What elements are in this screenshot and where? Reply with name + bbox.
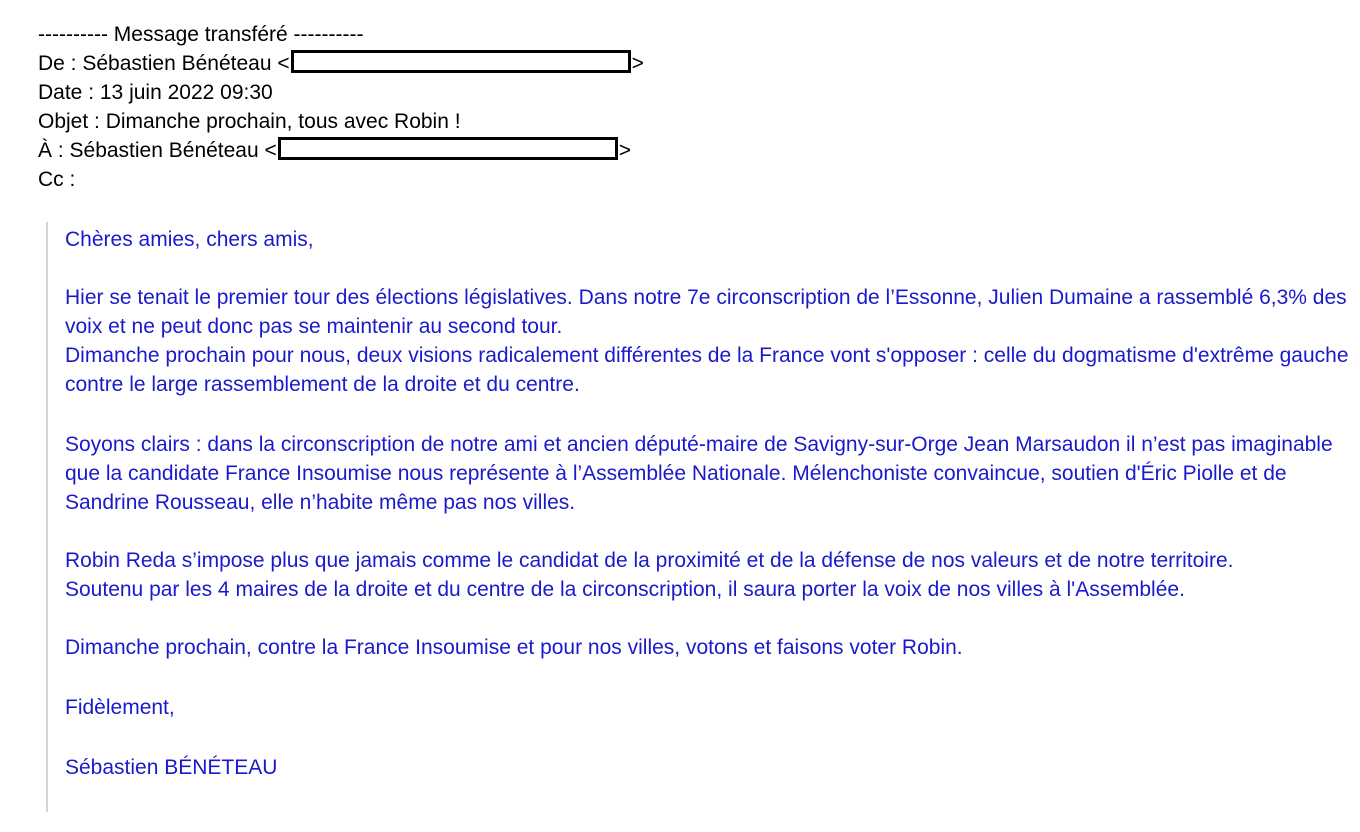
paragraph-4: Robin Reda s’impose plus que jamais comme le candidat de la proximité et de la défense de nos valeurs et de notre territoire. bbox=[65, 549, 1234, 572]
paragraph-1-2 bbox=[65, 283, 1355, 399]
paragraph-3: Soyons clairs : dans la circonscription de notre ami et ancien député-maire de Savigny-sur-Orge Jean Marsaudon il n’est pas imaginable que la candidate France Insoumise nous représente à l’Assemblée Nationale. Mélenchoniste convaincue, soutien d'Éric Piolle et de Sandrine Rousseau, elle n’habite même pas nos villes. bbox=[65, 433, 1333, 514]
greeting: Chères amies, chers amis, bbox=[65, 228, 314, 251]
subject-value: Dimanche prochain, tous avec Robin ! bbox=[105, 110, 461, 133]
from-label: De : bbox=[38, 52, 83, 75]
date-label: Date : bbox=[38, 81, 100, 104]
paragraph-5: Soutenu par les 4 maires de la droite et du centre de la circonscription, il saura porter la voix de nos villes à l'Assemblée. bbox=[65, 578, 1185, 601]
from-lt: < bbox=[277, 52, 290, 75]
redacted-to-email bbox=[278, 137, 618, 160]
paragraph-4-5 bbox=[65, 546, 1355, 604]
paragraph-1: Hier se tenait le premier tour des élections législatives. Dans notre 7e circonscription de l’Essonne, Julien Dumaine a rassemblé 6,3% des voix et ne peut donc pas se maintenir au second tour. bbox=[65, 286, 1347, 338]
forwarded-header bbox=[38, 20, 644, 194]
to-name: Sébastien Bénéteau bbox=[69, 139, 265, 162]
signature: Sébastien BÉNÉTEAU bbox=[65, 756, 278, 779]
to-line bbox=[38, 136, 644, 165]
subject-line bbox=[38, 107, 644, 136]
date-line bbox=[38, 78, 644, 107]
from-name: Sébastien Bénéteau bbox=[82, 52, 278, 75]
paragraph-2: Dimanche prochain pour nous, deux visions radicalement différentes de la France vont s'opposer : celle du dogmatisme d'extrême gauche contre le large rassemblement de la droite et du centre. bbox=[65, 344, 1349, 396]
from-gt: > bbox=[631, 52, 644, 75]
cc-label: Cc : bbox=[38, 168, 76, 191]
to-label: À : bbox=[38, 139, 70, 162]
redacted-from-email bbox=[291, 50, 631, 73]
quoted-message bbox=[46, 222, 1348, 812]
to-lt: < bbox=[264, 139, 277, 162]
from-line bbox=[38, 49, 644, 78]
paragraph-6: Dimanche prochain, contre la France Insoumise et pour nos villes, votons et faisons voter Robin. bbox=[65, 636, 963, 659]
to-gt: > bbox=[618, 139, 632, 162]
cc-line bbox=[38, 165, 644, 194]
closing: Fidèlement, bbox=[65, 696, 175, 719]
date-value: 13 juin 2022 09:30 bbox=[99, 81, 273, 104]
message-body bbox=[65, 225, 1355, 782]
forward-marker: ---------- Message transféré ---------- bbox=[38, 23, 364, 46]
subject-label: Objet : bbox=[38, 110, 106, 133]
